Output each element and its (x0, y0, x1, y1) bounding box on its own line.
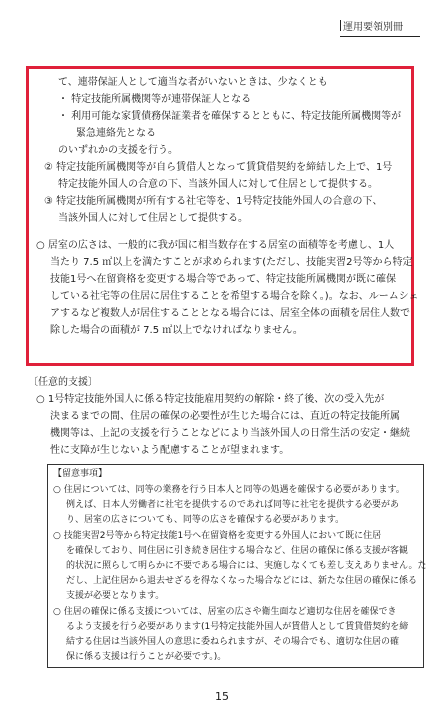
text-line: て、連帯保証人として適当な者がいないときは、少なくとも (58, 77, 328, 88)
header-label: 運用要領別冊 (343, 22, 403, 33)
text-line: 当たり 7.5 ㎡以上を満たすことが求められます(ただし、技能実習2号等から特定 (50, 257, 413, 268)
text-line: ② 特定技能所属機関等が自ら賃借人となって賃貸借契約を締結した上で、1号 (44, 162, 393, 173)
document-header (340, 20, 420, 37)
note-line: ○ 技能実習2号等から特定技能1号へ在留資格を変更する外国人において既に住居 (53, 531, 382, 541)
text-line: ○ 居室の広さは、一般的に我が国に相当数存在する居室の面積等を考慮し、1人 (36, 240, 395, 251)
note-line: だし、上記住居から退去せざるを得なくなった場合などには、新たな住居の確保に係る (66, 576, 418, 586)
text-line: ③ 特定技能所属機関が所有する社宅等を、1号特定技能外国人の合意の下、 (44, 196, 383, 207)
text-line: のいずれかの支援を行う。 (58, 145, 178, 156)
note-line: 結する住居は当該外国人の意思に委ねられますが、その場合でも、適切な住居の確 (66, 637, 400, 647)
note-line: 例えば、日本人労働者に社宅を提供するのであれば同等に社宅を提供する必要があ (66, 500, 400, 510)
section-heading: 〔任意的支援〕 (28, 377, 98, 388)
note-line: るよう支援を行う必要があります(1号特定技能外国人が賃借人として賃貸借契約を締 (66, 622, 409, 632)
text-line: ・ 利用可能な家賃債務保証業者を確保するとともに、特定技能所属機関等が (58, 111, 402, 122)
text-line: ・ 特定技能所属機関等が連帯保証人となる (58, 94, 252, 105)
note-line: 支援が必要となります。 (66, 591, 165, 601)
note-line: り、居室の広さについても、同等の広さを確保する必要があります。 (66, 515, 345, 525)
text-line: 特定技能外国人の合意の下、当該外国人に対して住居として提供する。 (58, 179, 378, 190)
text-line: 機関等は、上記の支援を行うことなどにより当該外国人の日常生活の安定・継続 (50, 428, 410, 439)
text-line: 性に支障が生じないよう配慮することが望まれます。 (50, 445, 290, 456)
note-line: を確保しており、同住居に引き続き居住する場合など、住居の確保に係る支援が客観 (66, 546, 409, 556)
text-line: ○ 1号特定技能外国人に係る特定技能雇用契約の解除・終了後、次の受入先が (36, 394, 385, 405)
note-line: ○ 住居の確保に係る支援については、居室の広さや衛生面など適切な住居を確保でき (53, 607, 397, 617)
text-line: 当該外国人に対して住居として提供する。 (58, 213, 248, 224)
text-line: 除した場合の面積が 7.5 ㎡以上でなければなりません。 (50, 325, 303, 336)
notes-heading: 【留意事項】 (53, 469, 108, 479)
text-line: 緊急連絡先となる (76, 128, 156, 139)
header-bar (340, 20, 341, 31)
text-line: している社宅等の住居に居住することを希望する場合を除く。)。なお、ルームシェ (50, 291, 419, 302)
page-number: 15 (215, 690, 229, 703)
text-line: 決まるまでの間、住居の確保の必要性が生じた場合には、直近の特定技能所属 (50, 411, 400, 422)
text-line: 技能1号へ在留資格を変更する場合等であって、特定技能所属機関が既に確保 (50, 274, 397, 285)
note-line: ○ 住居については、同等の業務を行う日本人と同等の処遇を確保する必要があります。 (53, 485, 405, 495)
text-line: アするなど複数人が居住することとなる場合には、居室全体の面積を居住人数で (50, 308, 410, 319)
note-line: 的状況に照らして明らかに不要である場合には、実施しなくても差し支えありません。た (66, 561, 427, 571)
note-line: 保に係る支援は行うことが必要です。)。 (66, 652, 227, 662)
